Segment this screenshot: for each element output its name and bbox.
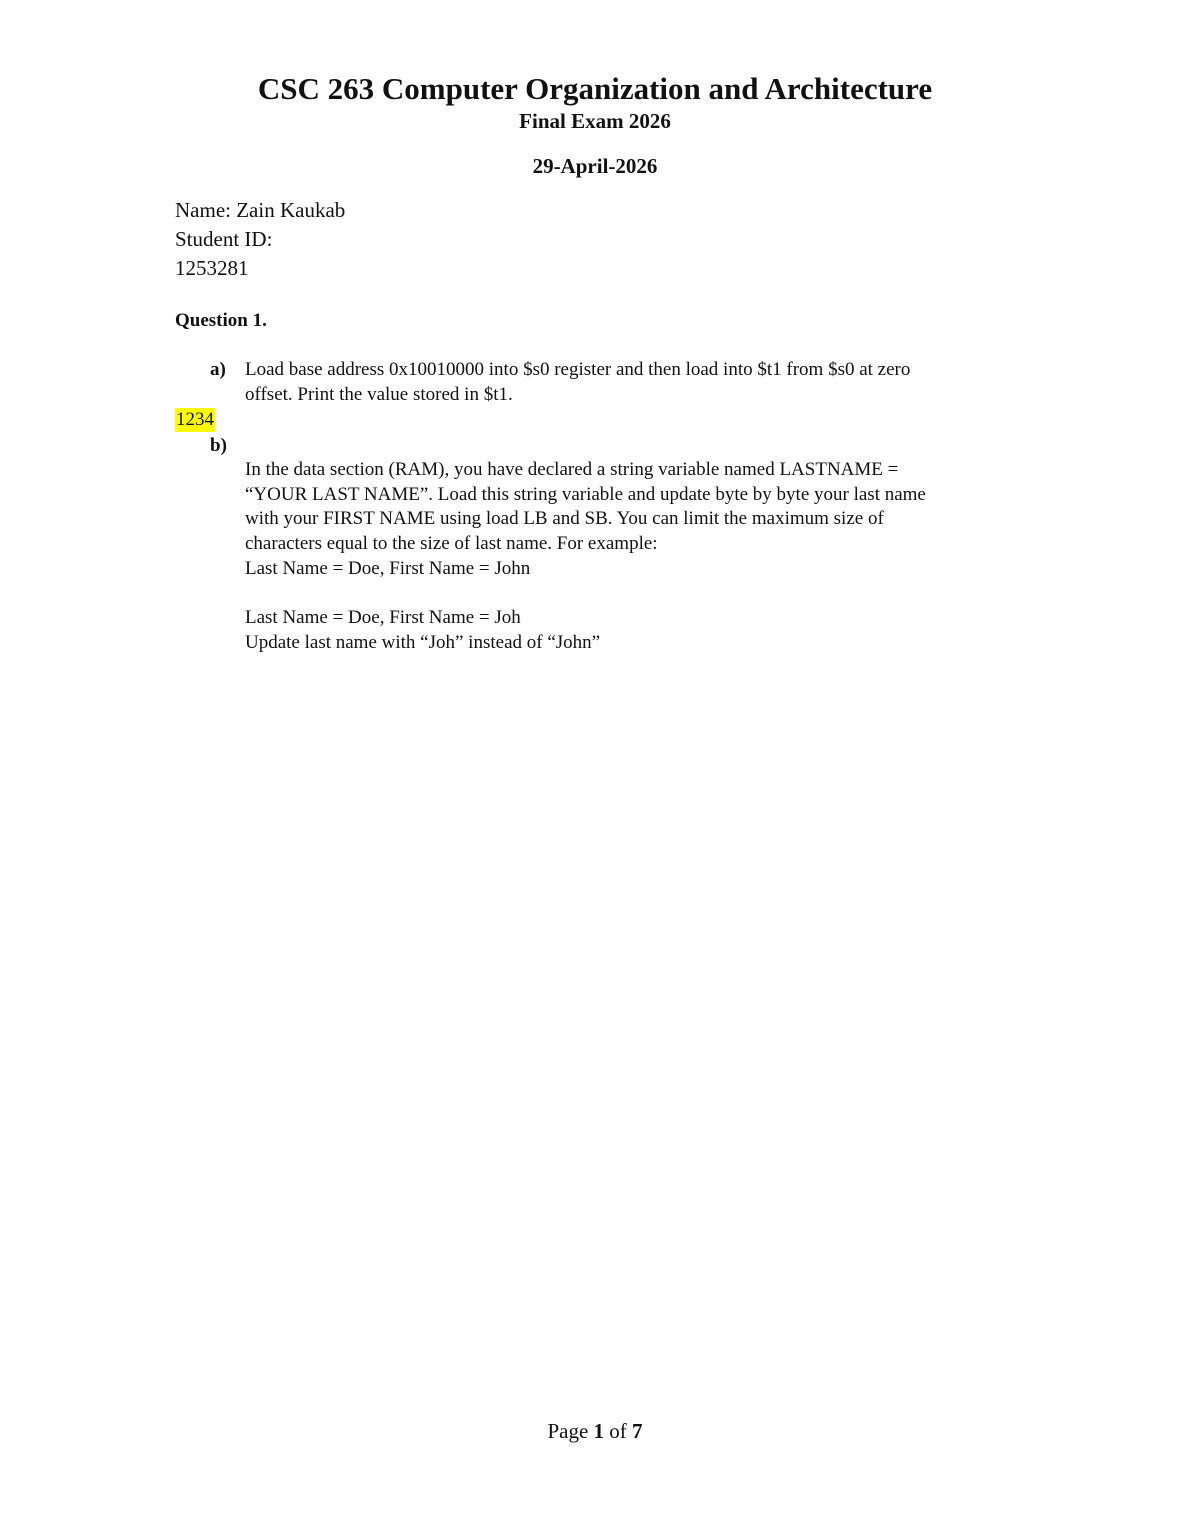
part-b-text <box>245 458 1035 656</box>
document-subtitle: Final Exam 2026 <box>519 109 671 133</box>
student-id-value: 1253281 <box>175 256 249 280</box>
part-b-line: “YOUR LAST NAME”. Load this string variable and update byte by byte your last name <box>245 483 926 505</box>
part-a-line: Load base address 0x10010000 into $s0 register and then load into $t1 from $s0 at zero <box>245 359 911 380</box>
part-b-line: Update last name with “Joh” instead of “John” <box>245 631 601 653</box>
page-current: 1 <box>593 1419 605 1443</box>
exam-date: 29-April-2026 <box>532 154 658 178</box>
part-a-label: a) <box>210 359 226 380</box>
student-name: Name: Zain Kaukab <box>175 198 346 222</box>
document-title: CSC 263 Computer Organization and Architecture <box>257 71 933 106</box>
part-b-line: with your FIRST NAME using load LB and SB. You can limit the maximum size of <box>245 508 884 530</box>
part-b-line: characters equal to the size of last name. For example: <box>245 533 658 555</box>
part-a-text <box>245 358 1025 407</box>
page-total: 7 <box>632 1419 643 1443</box>
page-footer <box>0 1418 1190 1444</box>
part-b-line: Last Name = Doe, First Name = Joh <box>245 607 521 629</box>
part-a-line: offset. Print the value stored in $t1. <box>245 383 513 405</box>
of-word: of <box>609 1419 627 1443</box>
question-1-heading: Question 1. <box>175 310 267 331</box>
paragraph-gap <box>245 582 1035 607</box>
part-b-line: In the data section (RAM), you have declared a string variable named LASTNAME = <box>245 459 899 480</box>
page-word: Page <box>547 1419 589 1443</box>
student-id-label: Student ID: <box>175 227 273 251</box>
part-a-answer-highlight: 1234 <box>176 409 214 430</box>
part-b-line: Last Name = Doe, First Name = John <box>245 557 531 579</box>
part-b-label: b) <box>210 435 227 456</box>
